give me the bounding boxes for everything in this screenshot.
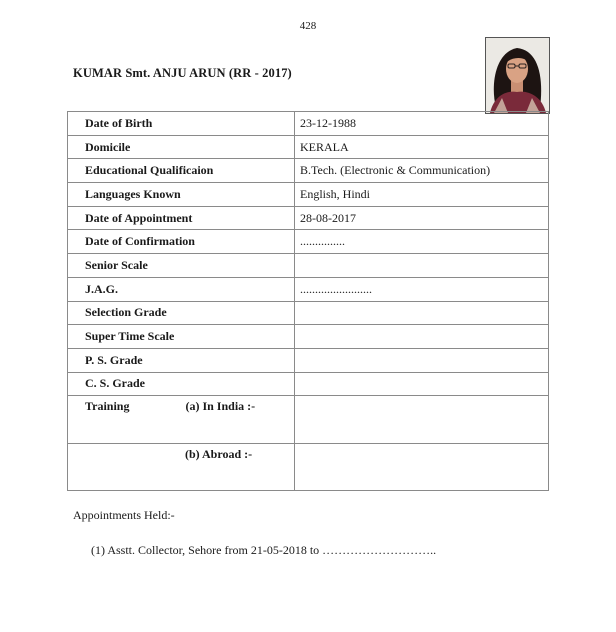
- training-abroad-label: (b) Abroad :-: [185, 446, 253, 461]
- appointments-heading: Appointments Held:-: [73, 508, 175, 522]
- table-row: [68, 348, 549, 372]
- row-label: Educational Qualificaion: [68, 159, 295, 183]
- appointment-item: (1) Asstt. Collector, Sehore from 21-05-2018 to ………………………..: [91, 543, 437, 557]
- officer-photo: [485, 37, 550, 114]
- table-row: [68, 277, 549, 301]
- row-value: [295, 348, 549, 372]
- training-india-label: (a) In India :-: [185, 399, 256, 414]
- table-row: [68, 183, 549, 207]
- row-value: 23-12-1988: [295, 112, 549, 136]
- row-value: [295, 325, 549, 349]
- row-label: Selection Grade: [68, 301, 295, 325]
- table-row: [68, 112, 549, 136]
- table-row: [68, 206, 549, 230]
- row-label: C. S. Grade: [68, 372, 295, 396]
- officer-name: KUMAR Smt. ANJU ARUN (RR - 2017): [73, 66, 292, 80]
- table-row: [68, 301, 549, 325]
- table-row: [68, 372, 549, 396]
- row-label: Domicile: [68, 135, 295, 159]
- row-label: Senior Scale: [68, 254, 295, 278]
- training-row-abroad: [68, 443, 549, 491]
- training-label-cell: [68, 396, 295, 444]
- row-value: [295, 301, 549, 325]
- row-label: P. S. Grade: [68, 348, 295, 372]
- row-label: Languages Known: [68, 183, 295, 207]
- page-number: 428: [299, 20, 317, 32]
- row-label: Date of Confirmation: [68, 230, 295, 254]
- row-value: [295, 372, 549, 396]
- row-value: 28-08-2017: [295, 206, 549, 230]
- row-value: KERALA: [295, 135, 549, 159]
- training-india-value: [295, 396, 549, 444]
- training-label: Training: [85, 399, 130, 414]
- row-value: ...............: [295, 230, 549, 254]
- training-abroad-value: [295, 443, 549, 491]
- row-label: Super Time Scale: [68, 325, 295, 349]
- row-value: English, Hindi: [295, 183, 549, 207]
- training-row-india: [68, 396, 549, 444]
- details-table: [67, 111, 549, 491]
- row-value: ........................: [295, 277, 549, 301]
- row-label: J.A.G.: [68, 277, 295, 301]
- training-abroad-cell: [68, 443, 295, 491]
- row-value: [295, 254, 549, 278]
- table-row: [68, 159, 549, 183]
- table-row: [68, 254, 549, 278]
- table-row: [68, 230, 549, 254]
- row-label: Date of Appointment: [68, 206, 295, 230]
- row-label: Date of Birth: [68, 112, 295, 136]
- table-row: [68, 135, 549, 159]
- table-row: [68, 325, 549, 349]
- row-value: B.Tech. (Electronic & Communication): [295, 159, 549, 183]
